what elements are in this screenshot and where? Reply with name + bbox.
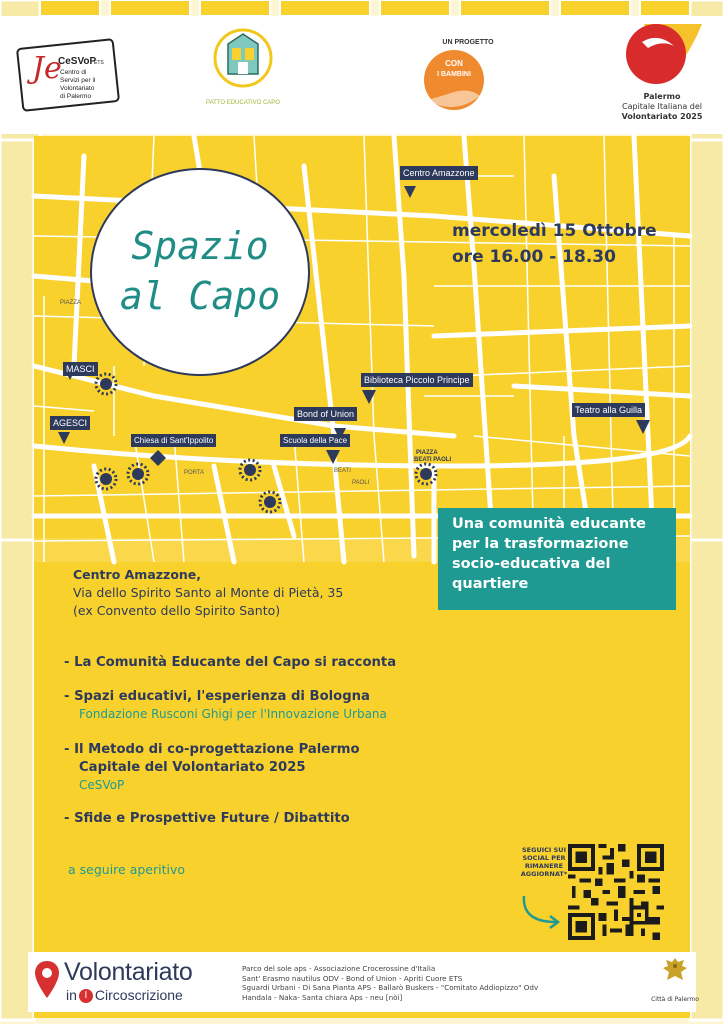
title-line-2: al Capo [119,274,281,318]
map-label-scuola: Scuola della Pace [280,434,350,447]
map-label-agesci: AGESCI [50,416,90,430]
citta-di-palermo: Città di Palermo [651,996,699,1003]
svg-text:UN PROGETTO: UN PROGETTO [442,39,494,46]
aperitivo-note: a seguire aperitivo [68,862,186,877]
slogan-line: socio-educativa del [452,556,611,572]
footer-brand: Volontariato [64,958,193,986]
qr-code[interactable] [568,844,664,940]
svg-text:di Palermo: di Palermo [60,93,92,100]
agenda-item [64,810,624,828]
svg-text:Je: Je [32,51,62,86]
agenda-item [64,741,624,794]
arrow-icon [516,892,566,932]
footer-brand-sub: in I Circoscrizione [66,987,183,1003]
patto-educativo-logo [206,22,280,118]
title-line-1: Spazio [131,224,269,268]
agenda-item-title: - Sfide e Prospettive Future / Dibattito [64,811,350,826]
slogan-line: quartiere [452,576,529,592]
venue [73,566,343,620]
agenda-item-title-cont: Capitale del Volontariato 2025 [79,760,306,775]
agenda-item-speaker: CeSVoP [79,778,125,792]
agenda-item-title: - La Comunità Educante del Capo si racconta [64,655,397,670]
svg-text:BEATI PAOLI: BEATI PAOLI [414,457,452,463]
svg-text:PIAZZA: PIAZZA [416,450,438,456]
venue-note: (ex Convento dello Spirito Santo) [73,603,281,618]
agenda-item [64,654,624,672]
svg-text:ETS: ETS [94,60,104,66]
eagle-crest-icon [662,956,688,986]
agenda-item-title: - Il Metodo di co-progettazione Palermo [64,742,360,757]
venue-address: Via dello Spirito Santo al Monte di Pietà, 35 [73,585,344,600]
associations-list: Parco del sole aps - Associazione Crocerossine d'Italia Sant' Erasmo nautilus ODV - Bond of Union - Apriti Cuore ETS Sguardi Urbani - Di Sana Pianta APS - Ballarò Buskers - "Comitato Addiopizzo" Odv Handala - Naka- Santa chiara Aps - neu [nòi] [242,964,539,1002]
slogan-line: per la trasformazione [452,536,629,552]
svg-text:CeSVoP: CeSVoP [58,56,97,67]
map-label-biblioteca: Biblioteca Piccolo Principe [361,373,473,387]
svg-text:CON: CON [445,59,463,68]
social-text: SEGUICI SUI SOCIAL PER RIMANERE AGGIORNAT* [520,846,568,878]
circoscrizione-number: I [79,989,93,1003]
svg-text:PIAZZA: PIAZZA [60,300,82,306]
cesvop-logo [18,38,118,112]
svg-text:Volontariato: Volontariato [60,85,95,92]
title-circle [90,168,310,376]
svg-text:BEATI: BEATI [334,468,351,474]
palermo-capitale-text: Palermo Capitale Italiana del Volontariato 2025 [621,92,703,121]
svg-text:Centro di: Centro di [60,69,87,76]
svg-text:Servizi per il: Servizi per il [60,77,96,84]
map-label-chiesa: Chiesa di Sant'Ippolito [131,434,216,447]
location-pin-icon [34,960,60,1000]
svg-text:I BAMBINI: I BAMBINI [437,71,471,78]
map-label-bond-of-union: Bond of Union [294,407,357,421]
map-label-centro-amazzone: Centro Amazzone [400,166,478,180]
event-time: ore 16.00 - 18.30 [452,247,616,267]
slogan-box [438,508,676,610]
agenda-item-speaker: Fondazione Rusconi Ghigi per l'Innovazione Urbana [79,707,387,721]
svg-text:PATTO EDUCATIVO CAPO: PATTO EDUCATIVO CAPO [206,100,280,106]
map-label-teatro: Teatro alla Guilla [572,403,645,417]
slogan-line: Una comunità educante [452,516,646,532]
event-date [452,218,657,270]
con-i-bambini-logo [418,36,508,116]
event-day: mercoledì 15 Ottobre [452,221,657,241]
venue-name: Centro Amazzone, [73,567,202,582]
agenda-item [64,688,624,723]
svg-text:PORTA: PORTA [184,470,205,476]
svg-text:PAOLI: PAOLI [352,480,370,486]
agenda [64,654,624,828]
agenda-item-title: - Spazi educativi, l'esperienza di Bologna [64,689,370,704]
map-label-masci: MASCI [63,362,98,376]
